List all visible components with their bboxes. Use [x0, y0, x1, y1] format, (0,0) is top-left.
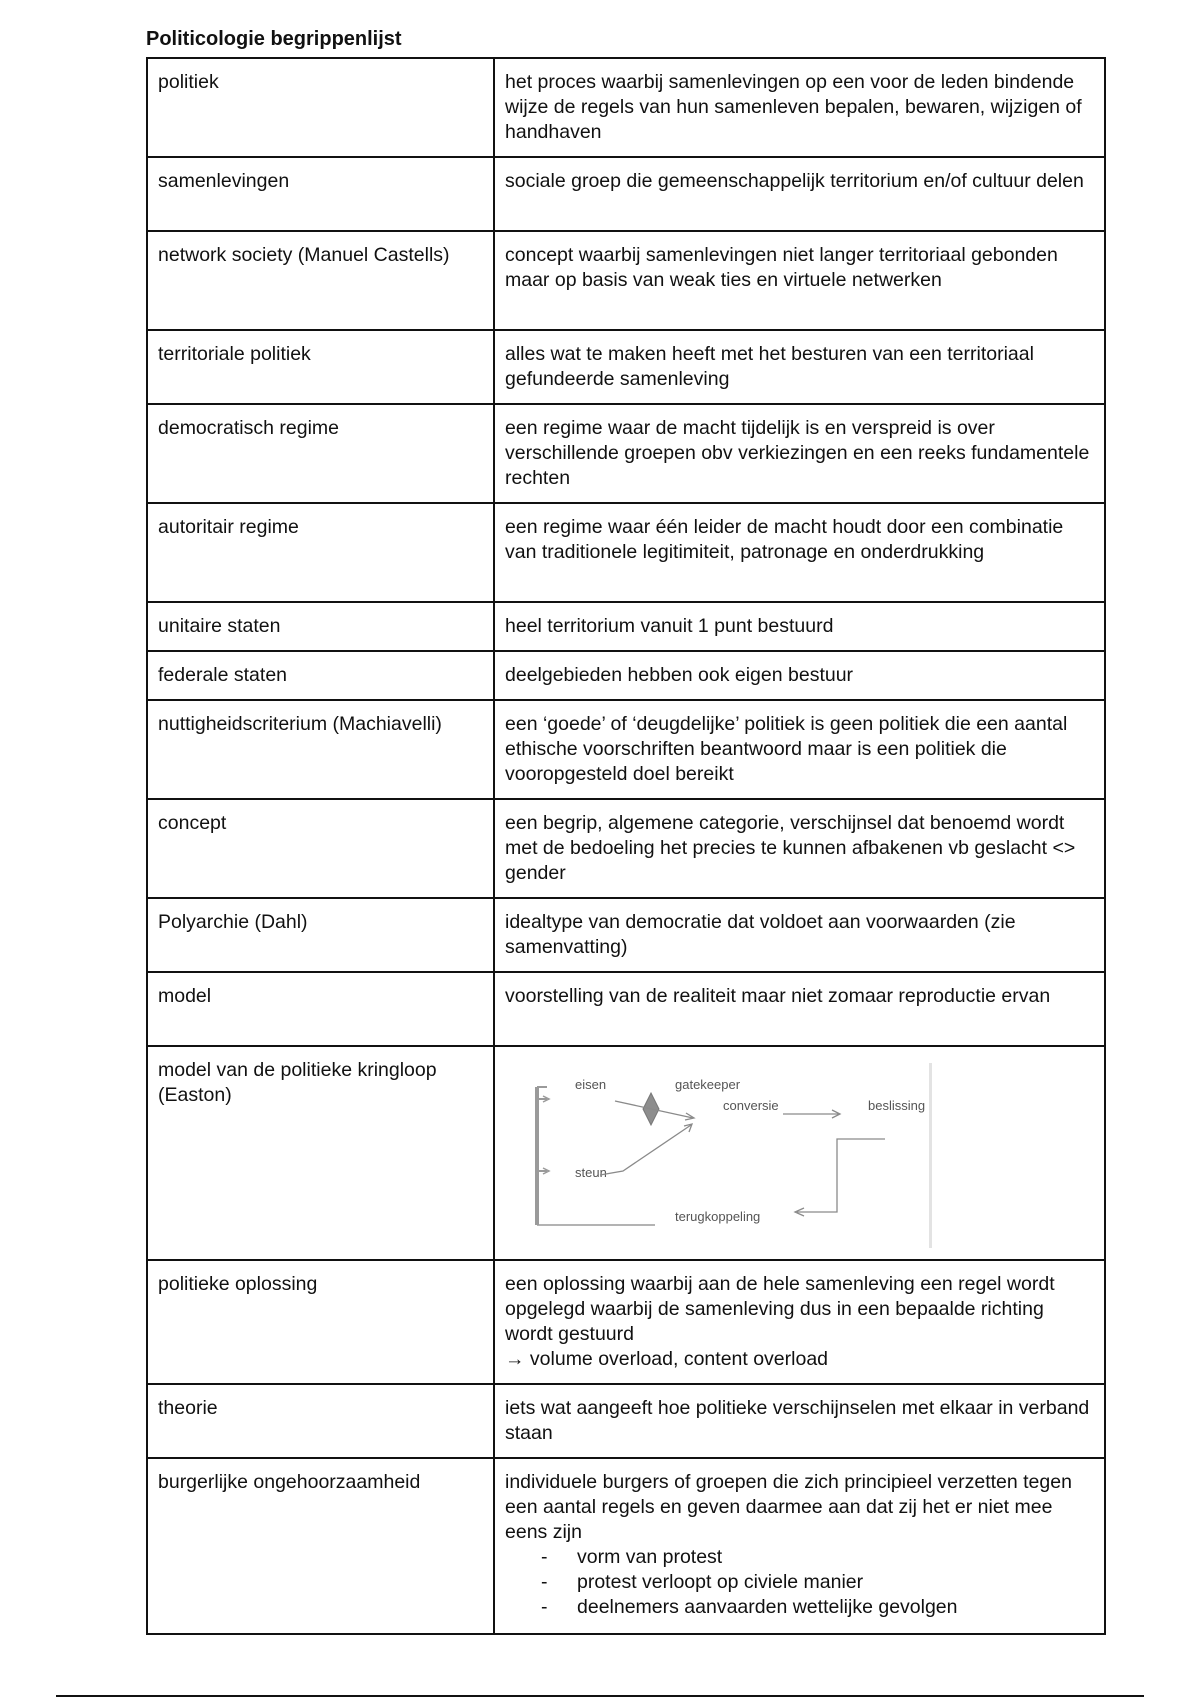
- term-cell: territoriale politiek: [147, 330, 494, 404]
- label-conversie: conversie: [723, 1098, 779, 1113]
- table-row: [147, 58, 1105, 157]
- table-row: [147, 1260, 1105, 1384]
- bullet-text: protest verloopt op civiele manier: [577, 1571, 864, 1593]
- definition-cell: een ‘goede’ of ‘deugdelijke’ politiek is geen politiek die een aantal ethische voorschriften beantwoord maar is een politiek die vooropgesteld doel bereikt: [494, 700, 1105, 799]
- term-cell: model: [147, 972, 494, 1046]
- bullet-dash: -: [541, 1571, 548, 1593]
- bullet-dash: -: [541, 1596, 548, 1618]
- label-steun: steun: [575, 1165, 607, 1180]
- definition-extra: → volume overload, content overload: [505, 1348, 829, 1370]
- definition-cell: een regime waar de macht tijdelijk is en verspreid is over verschillende groepen obv verkiezingen en een reeks fundamentele rechten: [494, 404, 1105, 503]
- term-cell: nuttigheidscriterium (Machiavelli): [147, 700, 494, 799]
- term-cell: theorie: [147, 1384, 494, 1458]
- definition-cell: een regime waar één leider de macht houdt door een combinatie van traditionele legitimiteit, patronage en onderdrukking: [494, 503, 1105, 602]
- page-title: Politicologie begrippenlijst: [146, 28, 402, 50]
- list-item: [505, 1545, 1094, 1570]
- diagram-edge: [929, 1063, 932, 1248]
- table-row: [147, 898, 1105, 972]
- definition-cell: sociale groep die gemeenschappelijk territorium en/of cultuur delen: [494, 157, 1105, 231]
- term-cell: unitaire staten: [147, 602, 494, 651]
- label-gatekeeper: gatekeeper: [675, 1077, 741, 1092]
- table-row: [147, 972, 1105, 1046]
- term-cell: autoritair regime: [147, 503, 494, 602]
- label-terugkoppeling: terugkoppeling: [675, 1209, 761, 1224]
- easton-cycle-diagram: [505, 1055, 945, 1250]
- table-row: [147, 157, 1105, 231]
- term-cell: samenlevingen: [147, 157, 494, 231]
- definition-cell: voorstelling van de realiteit maar niet zomaar reproductie ervan: [494, 972, 1105, 1046]
- term-cell: federale staten: [147, 651, 494, 700]
- glossary-table: [146, 57, 1106, 1635]
- table-row: [147, 651, 1105, 700]
- diagram-cell: [494, 1046, 1105, 1260]
- list-item: [505, 1570, 1094, 1595]
- page-footer-divider: [56, 1695, 1144, 1697]
- term-cell: Polyarchie (Dahl): [147, 898, 494, 972]
- term-cell: politieke oplossing: [147, 1260, 494, 1384]
- table-row: [147, 1458, 1105, 1634]
- label-beslissing: beslissing: [868, 1098, 926, 1113]
- term-cell: democratisch regime: [147, 404, 494, 503]
- definition-cell: [494, 1260, 1105, 1384]
- term-cell: network society (Manuel Castells): [147, 231, 494, 330]
- definition-cell: het proces waarbij samenlevingen op een voor de leden bindende wijze de regels van hun samenleven bepalen, bewaren, wijzigen of handhaven: [494, 58, 1105, 157]
- table-row: [147, 330, 1105, 404]
- definition-cell: een begrip, algemene categorie, verschijnsel dat benoemd wordt met de bedoeling het precies te kunnen afbakenen vb geslacht <> gender: [494, 799, 1105, 898]
- definition-cell: deelgebieden hebben ook eigen bestuur: [494, 651, 1105, 700]
- table-row: [147, 231, 1105, 330]
- definition-cell: [494, 1458, 1105, 1634]
- definition-cell: alles wat te maken heeft met het besturen van een territoriaal gefundeerde samenleving: [494, 330, 1105, 404]
- definition-cell: concept waarbij samenlevingen niet langer territoriaal gebonden maar op basis van weak ties en virtuele netwerken: [494, 231, 1105, 330]
- table-row: [147, 1046, 1105, 1260]
- steun-arrow: [600, 1125, 691, 1175]
- definition-cell: idealtype van democratie dat voldoet aan voorwaarden (zie samenvatting): [494, 898, 1105, 972]
- feedback-return-line: [797, 1139, 885, 1212]
- table-row: [147, 602, 1105, 651]
- bullet-list: [505, 1545, 1094, 1620]
- definition-text: individuele burgers of groepen die zich principieel verzetten tegen een aantal regels en geven daarmee aan dat zij het er niet mee eens zijn: [505, 1471, 1072, 1543]
- term-cell: model van de politieke kringloop (Easton): [147, 1046, 494, 1260]
- table-row: [147, 503, 1105, 602]
- definition-cell: iets wat aangeeft hoe politieke verschijnselen met elkaar in verband staan: [494, 1384, 1105, 1458]
- term-cell: concept: [147, 799, 494, 898]
- table-row: [147, 700, 1105, 799]
- bullet-dash: -: [541, 1546, 548, 1568]
- term-cell: politiek: [147, 58, 494, 157]
- definition-cell: heel territorium vanuit 1 punt bestuurd: [494, 602, 1105, 651]
- table-row: [147, 1384, 1105, 1458]
- label-eisen: eisen: [575, 1077, 607, 1092]
- bullet-text: vorm van protest: [577, 1546, 723, 1568]
- list-item: [505, 1595, 1094, 1620]
- table-row: [147, 799, 1105, 898]
- bullet-text: deelnemers aanvaarden wettelijke gevolgen: [577, 1596, 958, 1618]
- term-cell: burgerlijke ongehoorzaamheid: [147, 1458, 494, 1634]
- table-row: [147, 404, 1105, 503]
- definition-text: een oplossing waarbij aan de hele samenleving een regel wordt opgelegd waarbij de samenleving dus in een bepaalde richting wordt gestuurd: [505, 1273, 1055, 1345]
